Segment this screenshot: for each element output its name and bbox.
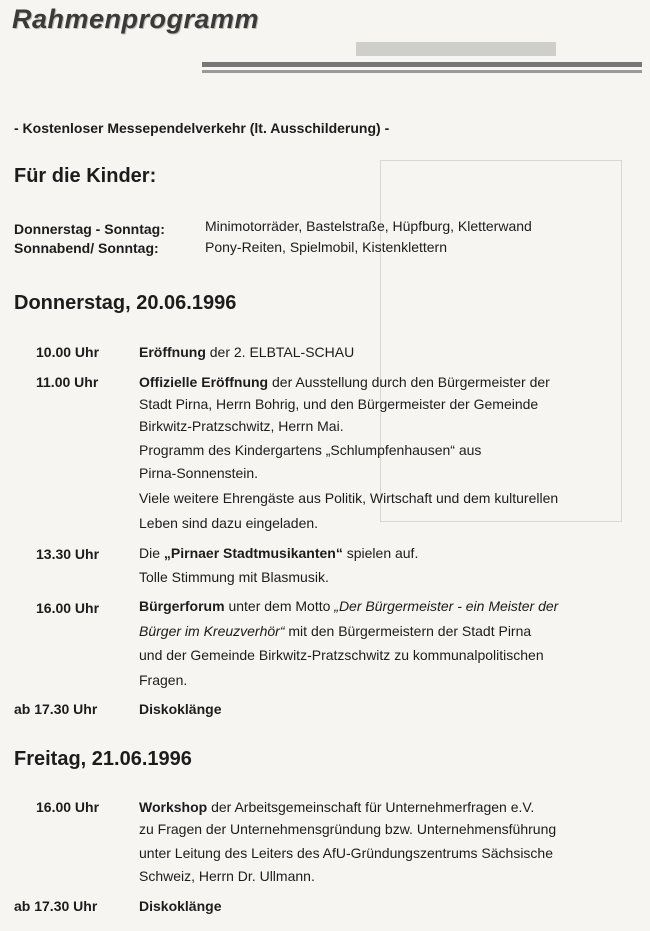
- page-title: Rahmenprogramm: [12, 4, 260, 34]
- event-description-line: Programm des Kindergartens „Schlumpfenhausen“ aus: [139, 442, 482, 458]
- event-description: Die „Pirnaer Stadtmusikanten“ spielen auf.: [139, 545, 419, 561]
- event-description-line: Tolle Stimmung mit Blasmusik.: [139, 569, 329, 585]
- event-description-line: und der Gemeinde Birkwitz-Pratzschwitz zu kommunalpolitischen: [139, 647, 544, 663]
- event-description: Diskoklänge: [139, 898, 222, 914]
- kids-days: Donnerstag - Sonntag:: [14, 221, 165, 237]
- event-description-line: zu Fragen der Unternehmensgründung bzw. Unternehmensführung: [139, 821, 557, 837]
- event-time: 11.00 Uhr: [36, 374, 99, 390]
- event-description-line: Birkwitz-Pratzschwitz, Herrn Mai.: [139, 418, 344, 434]
- event-description: Diskoklänge: [139, 701, 222, 717]
- kids-heading: Für die Kinder:: [14, 165, 157, 187]
- kids-days: Sonnabend/ Sonntag:: [14, 240, 159, 256]
- event-time: 16.00 Uhr: [36, 600, 100, 616]
- day-heading-friday: Freitag, 21.06.1996: [14, 748, 192, 770]
- bleed-through-bar: [356, 42, 556, 56]
- event-time: 16.00 Uhr: [36, 799, 100, 815]
- event-description-line: Viele weitere Ehrengäste aus Politik, Wirtschaft und dem kulturellen: [139, 490, 559, 506]
- event-description-line: Leben sind dazu eingeladen.: [139, 515, 319, 531]
- day-heading-thursday: Donnerstag, 20.06.1996: [14, 292, 237, 314]
- event-description-line: Schweiz, Herrn Dr. Ullmann.: [139, 868, 315, 884]
- shuttle-note: - Kostenloser Messependelverkehr (lt. Ausschilderung) -: [14, 120, 390, 136]
- event-description: Offizielle Eröffnung der Ausstellung durch den Bürgermeister der: [139, 374, 550, 390]
- event-description-line: unter Leitung des Leiters des AfU-Gründungszentrums Sächsische: [139, 845, 554, 861]
- event-description-line: Fragen.: [139, 672, 188, 688]
- kids-activities: Minimotorräder, Bastelstraße, Hüpfburg, Kletterwand: [205, 218, 532, 234]
- title-rule-thin: [202, 70, 642, 73]
- event-time: 13.30 Uhr: [36, 546, 100, 562]
- event-time: 10.00 Uhr: [36, 344, 100, 360]
- event-description: Bürgerforum unter dem Motto „Der Bürgermeister - ein Meister der: [139, 598, 559, 614]
- event-description-line: Stadt Pirna, Herrn Bohrig, und den Bürgermeister der Gemeinde: [139, 396, 539, 412]
- kids-activities: Pony-Reiten, Spielmobil, Kistenklettern: [205, 239, 448, 255]
- event-description: Eröffnung der 2. ELBTAL-SCHAU: [139, 344, 355, 360]
- event-time: ab 17.30 Uhr: [14, 701, 98, 717]
- event-description-line: Bürger im Kreuzverhör“ mit den Bürgermeistern der Stadt Pirna: [139, 623, 532, 639]
- event-description: Workshop der Arbeitsgemeinschaft für Unternehmerfragen e.V.: [139, 799, 535, 815]
- title-rule: [202, 62, 642, 67]
- event-description-line: Pirna-Sonnenstein.: [139, 465, 259, 481]
- event-time: ab 17.30 Uhr: [14, 898, 98, 914]
